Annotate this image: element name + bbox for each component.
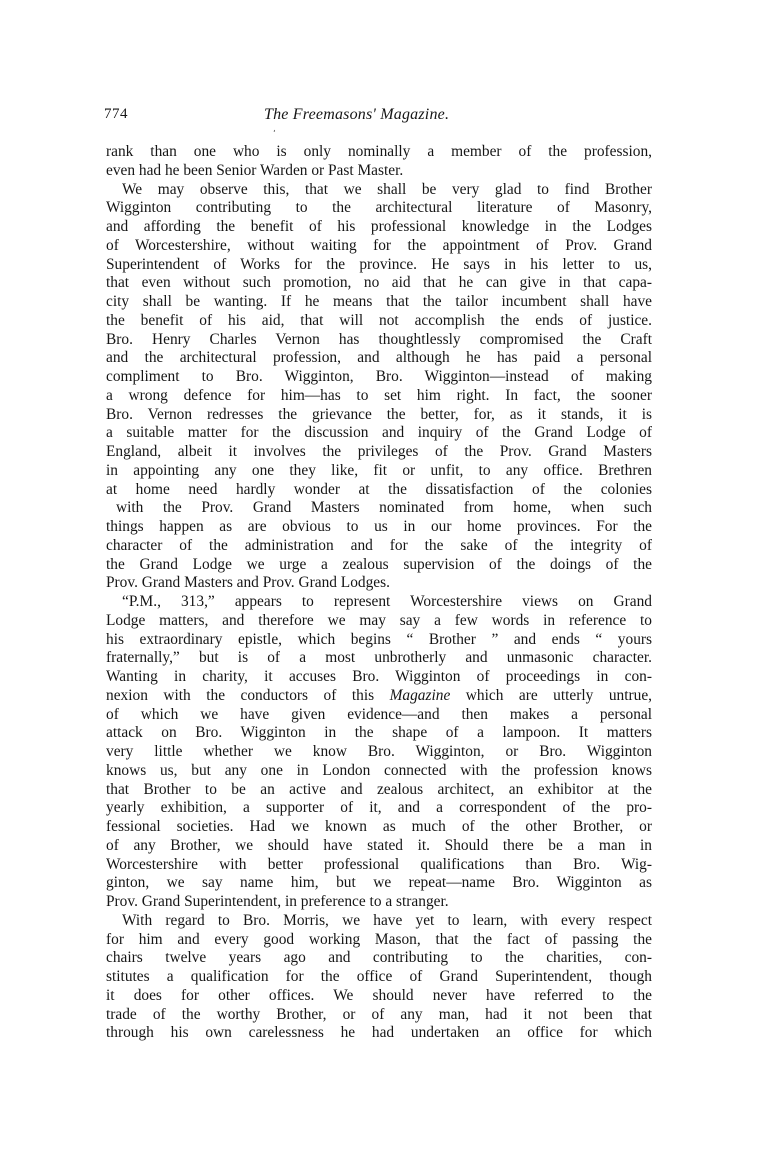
text-line: compliment to Bro. Wigginton, Bro. Wigginton—instead of making: [106, 368, 652, 385]
text-line: that Brother to be an active and zealous architect, an exhibitor at the: [106, 780, 652, 798]
text-line: very little whether we know Bro. Wigginton, or Bro. Wigginton: [106, 743, 652, 760]
text-line: for him and every good working Mason, that the fact of passing the: [106, 930, 652, 948]
text-line: that even without such promotion, no aid that he can give in that capa-: [106, 274, 652, 292]
text-line: fessional societies. Had we known as much of the other Brother, or: [106, 818, 652, 835]
text-line: things happen as are obvious to us in our home provinces. For the: [106, 518, 652, 535]
text-line: character of the administration and for the sake of the integrity of: [106, 536, 652, 554]
article-body: [106, 143, 652, 1043]
text-line: stitutes a qualification for the office of Grand Superintendent, though: [106, 968, 652, 985]
text-line: Wigginton contributing to the architectural literature of Masonry,: [106, 199, 652, 217]
italic-title: Magazine: [389, 686, 451, 704]
text-line: With regard to Bro. Morris, we have yet to learn, with every respect: [122, 911, 652, 929]
text-line: in appointing any one they like, fit or unfit, to any office. Brethren: [106, 461, 652, 479]
text-line: the Grand Lodge we urge a zealous supervision of the doings of the: [106, 555, 652, 573]
text-line: chairs twelve years ago and contributing to the charities, con-: [106, 949, 652, 967]
text-line: Prov. Grand Superintendent, in preference to a stranger.: [106, 893, 449, 910]
page-header: [104, 106, 652, 130]
text-line: of any Brother, we should have stated it. Should there be a man in: [106, 836, 652, 854]
text-line: Wanting in charity, it accuses Bro. Wigginton of proceedings in con-: [106, 668, 652, 685]
text-line: of which we have given evidence—and then makes a personal: [106, 705, 652, 723]
text-line: Prov. Grand Masters and Prov. Grand Lodges.: [106, 574, 390, 592]
text-line: knows us, but any one in London connected with the profession knows: [106, 761, 652, 779]
text-line: with the Prov. Grand Masters nominated from home, when such: [116, 499, 652, 517]
text-line: Worcestershire with better professional qualifications than Bro. Wig-: [106, 855, 652, 873]
text-line: Bro. Henry Charles Vernon has thoughtlessly compromised the Craft: [106, 330, 652, 348]
text-line: and affording the benefit of his professional knowledge in the Lodges: [106, 218, 652, 235]
text-line: through his own carelessness he had undertaken an office for which: [106, 1024, 652, 1042]
text-line: and the architectural profession, and although he has paid a personal: [106, 349, 652, 367]
text-line: trade of the worthy Brother, or of any man, had it not been that: [106, 1005, 652, 1023]
text-line: at home need hardly wonder at the dissatisfaction of the colonies: [106, 480, 652, 498]
text-line: nexion with the conductors of this Magazine which are utterly untrue,: [106, 686, 652, 704]
text-line: “P.M., 313,” appears to represent Worcestershire views on Grand: [122, 593, 652, 610]
text-line: the benefit of his aid, that will not accomplish the ends of justice.: [106, 311, 652, 329]
text-line: fraternally,” but is of a most unbrotherly and unmasonic character.: [106, 649, 652, 667]
text-line: rank than one who is only nominally a member of the profession,: [106, 143, 652, 160]
text-line: even had he been Senior Warden or Past Master.: [106, 161, 404, 179]
text-line: of Worcestershire, without waiting for the appointment of Prov. Grand: [106, 236, 652, 254]
text-line: ginton, we say name him, but we repeat—name Bro. Wigginton as: [106, 874, 652, 892]
text-line: England, albeit it involves the privileges of the Prov. Grand Masters: [106, 443, 652, 460]
text-line: Lodge matters, and therefore we may say a few words in reference to: [106, 611, 652, 629]
text-line: a suitable matter for the discussion and inquiry of the Grand Lodge of: [106, 424, 652, 442]
text-line: Superintendent of Works for the province. He says in his letter to us,: [106, 255, 652, 273]
text-line: a wrong defence for him—has to set him right. In fact, the sooner: [106, 386, 652, 404]
text-line: We may observe this, that we shall be very glad to find Brother: [122, 180, 652, 198]
text-line: attack on Bro. Wigginton in the shape of a lampoon. It matters: [106, 724, 652, 742]
running-title: The Freemasons' Magazine.: [264, 106, 450, 123]
print-mark: ¸: [273, 123, 276, 132]
text-line: yearly exhibition, a supporter of it, and a correspondent of the pro-: [106, 799, 652, 817]
page-number: 774: [104, 106, 128, 122]
text-line: his extraordinary epistle, which begins “ Brother ” and ends “ yours: [106, 630, 652, 648]
text-line: city shall be wanting. If he means that the tailor incumbent shall have: [106, 293, 652, 310]
text-line: Bro. Vernon redresses the grievance the better, for, as it stands, it is: [106, 405, 652, 423]
text-line: it does for other offices. We should never have referred to the: [106, 986, 652, 1004]
